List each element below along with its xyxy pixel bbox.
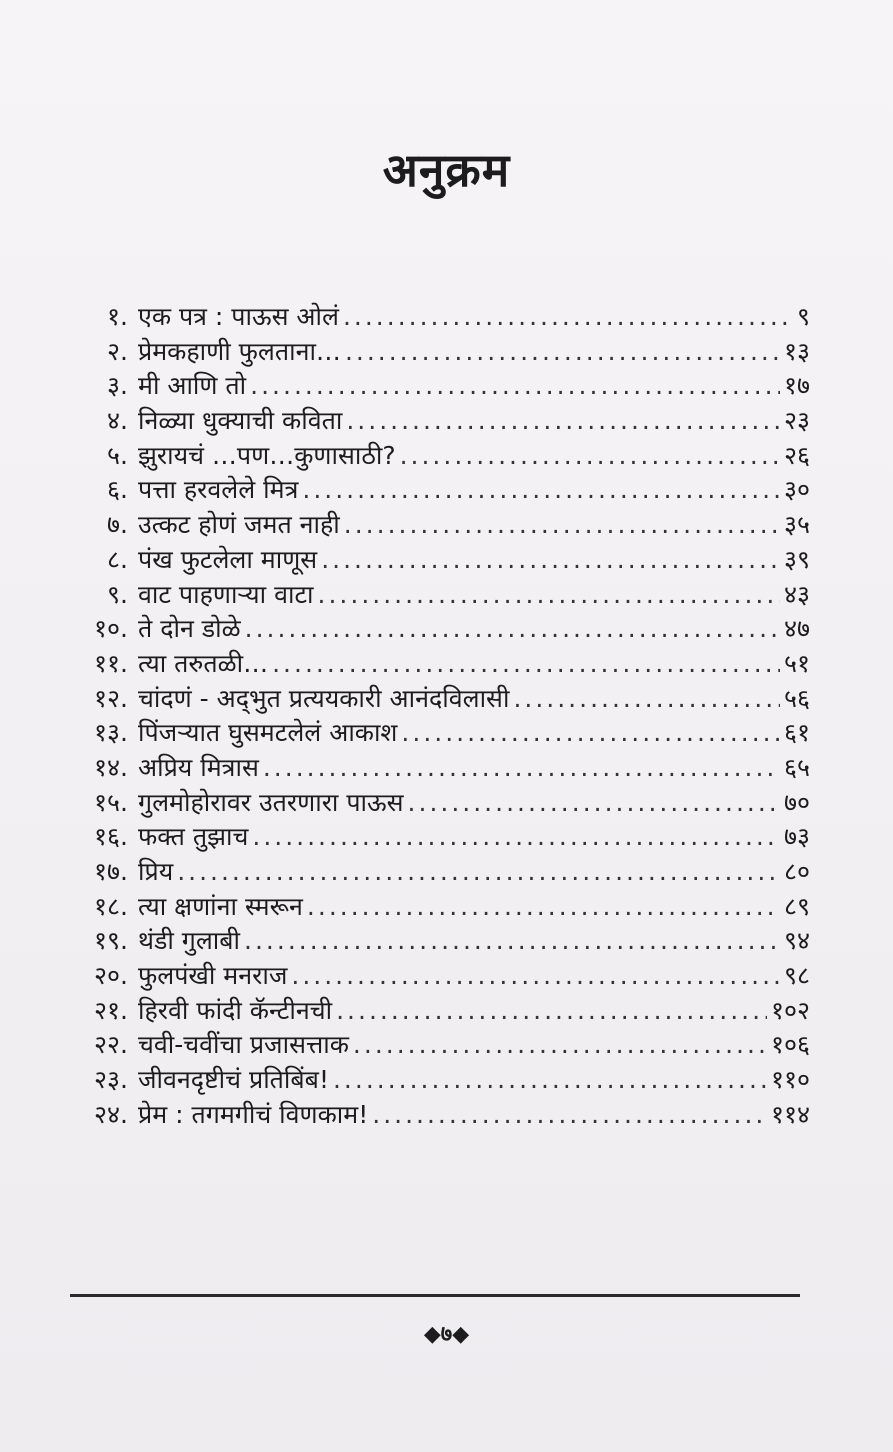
entry-page-number: ८९	[783, 891, 810, 921]
entry-line	[138, 890, 810, 924]
dot-leader	[307, 890, 780, 924]
dot-leader	[333, 1063, 767, 1097]
entry-line	[138, 543, 810, 577]
entry-line	[138, 508, 810, 542]
entry-title: हिरवी फांदी कॅन्टीनची	[138, 995, 333, 1025]
dot-leader	[302, 473, 780, 507]
dot-leader	[400, 439, 780, 473]
toc-entry	[60, 751, 810, 786]
entry-title: त्या तरुतळी…	[138, 648, 269, 678]
toc-entry	[60, 682, 810, 717]
entry-line	[138, 1098, 810, 1132]
entry-page-number: ८०	[783, 857, 810, 886]
entry-line	[138, 439, 810, 473]
entry-line	[138, 786, 810, 820]
entry-number: ३.	[107, 371, 128, 401]
entry-number: ६.	[107, 475, 128, 505]
entry-line	[138, 820, 810, 854]
entry-line	[138, 404, 810, 438]
entry-number: ५.	[107, 440, 128, 470]
dot-leader	[244, 924, 780, 958]
toc-entry	[60, 404, 810, 439]
toc-entry	[60, 716, 810, 751]
entry-line	[138, 682, 810, 716]
toc-entry	[60, 786, 810, 821]
entry-page-number: ६१	[783, 718, 810, 748]
toc-entry	[60, 300, 810, 335]
entry-number: १३.	[94, 718, 128, 748]
dot-leader	[291, 959, 780, 993]
entry-number: २१.	[94, 995, 128, 1025]
entry-number: १.	[107, 302, 128, 331]
toc-entry	[60, 1098, 810, 1133]
entry-number: १०.	[94, 614, 128, 644]
entry-line	[138, 751, 810, 785]
dot-leader	[272, 647, 780, 681]
entry-page-number: ५६	[783, 683, 810, 713]
entry-number: २०.	[94, 961, 128, 991]
dot-leader	[372, 1098, 767, 1132]
entry-title: त्या क्षणांना स्मरून	[138, 891, 303, 921]
dot-leader	[353, 1028, 767, 1062]
entry-page-number: २३	[783, 406, 810, 436]
entry-line	[138, 1063, 810, 1097]
entry-line	[138, 1028, 810, 1062]
page-folio: ◆७◆	[423, 1322, 470, 1347]
entry-number: १६.	[94, 822, 128, 852]
entry-title: अप्रिय मित्रास	[138, 752, 259, 782]
entry-line	[138, 335, 810, 369]
entry-title: झुरायचं …पण…कुणासाठी?	[138, 440, 396, 470]
entry-page-number: १०२	[770, 995, 810, 1025]
dot-leader	[344, 508, 780, 542]
dot-leader	[177, 855, 780, 889]
dot-leader	[343, 300, 793, 334]
entry-page-number: ३५	[783, 510, 810, 540]
dot-leader	[245, 612, 780, 646]
toc-entry	[60, 994, 810, 1029]
dot-leader	[513, 682, 780, 716]
page-title: अनुक्रम	[382, 143, 511, 197]
toc-entry	[60, 924, 810, 959]
entry-number: ९.	[107, 579, 128, 609]
entry-title: पत्ता हरवलेले मित्र	[138, 475, 299, 505]
toc-entry	[60, 335, 810, 370]
entry-title: प्रेमकहाणी फुलताना…	[138, 336, 341, 366]
entry-line	[138, 612, 810, 646]
entry-page-number: १०६	[770, 1030, 810, 1060]
dot-leader	[345, 335, 780, 369]
entry-title: एक पत्र : पाऊस ओलं	[138, 302, 339, 331]
entry-title: वाट पाहणाऱ्या वाटा	[138, 579, 314, 609]
entry-page-number: ७०	[783, 787, 810, 817]
toc-entry	[60, 959, 810, 994]
dot-leader	[336, 994, 767, 1028]
entry-page-number: ९४	[783, 926, 810, 956]
toc-entry	[60, 1028, 810, 1063]
entry-number: ८.	[107, 544, 128, 574]
toc-entry	[60, 543, 810, 578]
dot-leader	[250, 369, 780, 403]
toc-entry	[60, 1063, 810, 1098]
toc-entry	[60, 612, 810, 647]
entry-number: १८.	[94, 891, 128, 921]
entry-page-number: १७	[783, 371, 810, 401]
toc-entry	[60, 820, 810, 855]
entry-title: फक्त तुझाच	[138, 822, 249, 852]
entry-line	[138, 300, 810, 334]
entry-line	[138, 578, 810, 612]
entry-title: ते दोन डोळे	[138, 614, 241, 644]
entry-page-number: ३०	[783, 475, 810, 505]
dot-leader	[318, 578, 780, 612]
entry-number: २.	[107, 336, 128, 366]
entry-number: २२.	[94, 1030, 128, 1060]
entry-page-number: २६	[783, 440, 810, 470]
entry-page-number: ४७	[783, 614, 810, 644]
entry-number: २३.	[94, 1065, 128, 1095]
entry-page-number: ९	[796, 302, 810, 331]
entry-title: उत्कट होणं जमत नाही	[138, 510, 340, 540]
entry-title: जीवनदृष्टीचं प्रतिबिंब!	[138, 1065, 329, 1095]
toc-entry	[60, 439, 810, 474]
entry-page-number: ११४	[770, 1099, 810, 1129]
entry-title: पंख फुटलेला माणूस	[138, 544, 318, 574]
dot-leader	[346, 404, 780, 438]
entry-line	[138, 855, 810, 889]
toc-entry	[60, 473, 810, 508]
entry-page-number: ७३	[783, 822, 810, 852]
entry-page-number: ९८	[783, 961, 810, 991]
entry-number: १४.	[94, 752, 128, 782]
entry-number: ७.	[107, 510, 128, 540]
toc-entry	[60, 647, 810, 682]
entry-number: १९.	[94, 926, 128, 956]
entry-line	[138, 994, 810, 1028]
entry-number: ४.	[107, 406, 128, 436]
footer-rule	[70, 1294, 800, 1297]
entry-number: १२.	[94, 683, 128, 713]
entry-title: मी आणि तो	[138, 371, 247, 401]
dot-leader	[263, 751, 780, 785]
toc-entry	[60, 578, 810, 613]
toc-entry	[60, 890, 810, 925]
entry-title: थंडी गुलाबी	[138, 926, 241, 956]
entry-number: २४.	[94, 1099, 128, 1129]
entry-number: १७.	[94, 857, 128, 886]
entry-page-number: ५१	[783, 648, 810, 678]
entry-title: गुलमोहोरावर उतरणारा पाऊस	[138, 787, 404, 817]
dot-leader	[401, 716, 780, 750]
entry-line	[138, 647, 810, 681]
toc-entry	[60, 508, 810, 543]
entry-title: प्रिय	[138, 857, 174, 886]
dot-leader	[252, 820, 780, 854]
entry-page-number: ३९	[783, 544, 810, 574]
entry-number: ११.	[94, 648, 128, 678]
entry-page-number: ११०	[770, 1065, 810, 1095]
entry-title: प्रेम : तगमगीचं विणकाम!	[138, 1099, 369, 1129]
toc-entry	[60, 855, 810, 890]
table-of-contents	[60, 300, 810, 1133]
entry-page-number: ४३	[783, 579, 810, 609]
dot-leader	[321, 543, 780, 577]
entry-title: निळ्या धुक्याची कविता	[138, 406, 343, 436]
toc-entry	[60, 369, 810, 404]
entry-line	[138, 369, 810, 403]
entry-title: चांदणं - अद्‌भुत प्रत्ययकारी आनंदविलासी	[138, 683, 510, 713]
entry-page-number: १३	[783, 336, 810, 366]
entry-title: फुलपंखी मनराज	[138, 961, 288, 991]
entry-line	[138, 959, 810, 993]
entry-page-number: ६५	[783, 752, 810, 782]
entry-title: पिंजऱ्यात घुसमटलेलं आकाश	[138, 718, 398, 748]
entry-number: १५.	[94, 787, 128, 817]
entry-line	[138, 716, 810, 750]
entry-title: चवी-चवींचा प्रजासत्ताक	[138, 1030, 349, 1060]
entry-line	[138, 473, 810, 507]
entry-line	[138, 924, 810, 958]
dot-leader	[408, 786, 780, 820]
